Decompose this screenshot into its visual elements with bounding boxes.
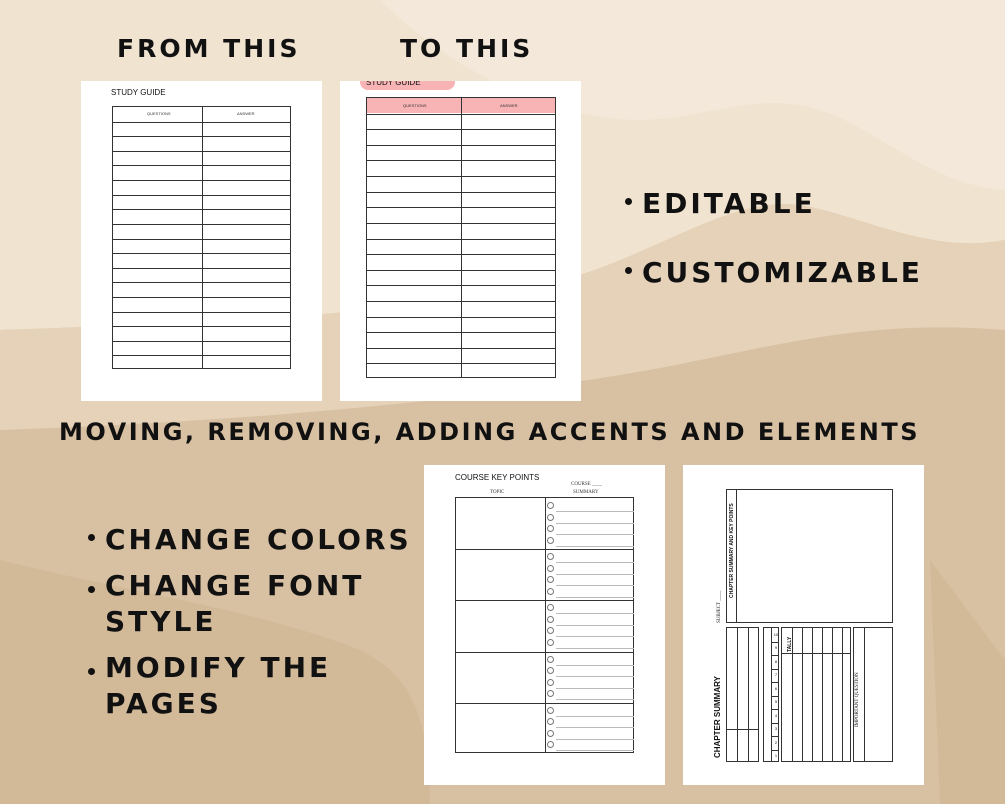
summary-line [556,716,634,717]
table-row-line [367,145,555,146]
table-row-line [113,312,290,313]
tally-column-line [842,628,843,761]
rating-divider [771,709,778,710]
checkbox-circle[interactable] [547,525,554,532]
summary-line [556,574,634,575]
table-row-line [113,165,290,166]
bullet-text: CUSTOMIZABLE [642,256,923,289]
checkbox-circle[interactable] [547,667,554,674]
table-row-line [367,363,555,364]
checkbox-circle[interactable] [547,690,554,697]
table-row-line [367,129,555,130]
table-row-line [113,151,290,152]
checkbox-circle[interactable] [547,639,554,646]
table-row-line [367,239,555,240]
rating-number: 5 [774,699,778,705]
table-row-line [367,223,555,224]
rating-divider [771,669,778,670]
table-row-line [113,253,290,254]
checkbox-circle[interactable] [547,553,554,560]
bullet-text: CHANGE FONT STYLE [105,569,365,638]
bullet-customizable [625,255,923,291]
table-row-line [113,341,290,342]
bullet-dot [88,668,95,675]
questions-header: QUESTIONS [403,103,427,108]
bullet-text: MODIFY THE PAGES [105,651,332,720]
summary-line [556,688,634,689]
middle-banner: MOVING, REMOVING, ADDING ACCENTS AND ELEMENTS [59,418,920,446]
page-title: COURSE KEY POINTS [455,473,540,482]
topic-block-divider [456,652,633,653]
rating-box [763,627,779,762]
bullet-dot [88,534,95,541]
rating-divider [771,642,778,643]
bullet-change-colors [88,522,412,558]
answer-header: ANSWER [237,111,255,116]
rating-divider [771,682,778,683]
bullet-dot [625,198,632,205]
tally-column-line [832,628,833,761]
tally-column-line [812,628,813,761]
rating-number: 10 [773,631,779,637]
topic-block-divider [456,703,633,704]
to-this-heading: TO THIS [400,34,534,63]
summary-line [556,613,634,614]
checkbox-circle[interactable] [547,707,554,714]
table-row-line [113,239,290,240]
rating-divider [771,655,778,656]
bullet-dot [625,267,632,274]
summary-line [556,625,634,626]
summary-line [556,585,634,586]
rating-divider [771,750,778,751]
table-row-line [113,136,290,137]
table-row-line [367,301,555,302]
rating-divider [771,736,778,737]
table-row-line [113,297,290,298]
checkbox-circle[interactable] [547,588,554,595]
table-row-line [113,326,290,327]
summary-line [556,523,634,524]
table-row-line [367,192,555,193]
table-row-line [113,282,290,283]
course-key-points-page [424,465,665,785]
checkbox-circle[interactable] [547,502,554,509]
table-row-line [113,195,290,196]
summary-line [556,739,634,740]
topic-block-divider [456,549,633,550]
table-row-line [367,317,555,318]
topic-block-divider [456,600,633,601]
checkbox-circle[interactable] [547,616,554,623]
important-question-label: IMPORTANT QUESTION [855,672,860,727]
rating-number: 3 [774,726,778,732]
study-guide-original-page [81,81,322,401]
table-row-line [113,268,290,269]
table-row-line [367,270,555,271]
summary-line [556,546,634,547]
table-row-line [367,114,555,115]
checkbox-circle[interactable] [547,576,554,583]
summary-line [556,534,634,535]
chapter-summary-page [683,465,924,785]
checkbox-circle[interactable] [547,537,554,544]
rating-number: 8 [774,658,778,664]
from-this-heading: FROM THIS [117,34,301,63]
bullet-dot [88,586,95,593]
table-row-line [113,122,290,123]
summary-line [556,636,634,637]
tally-column-line [802,628,803,761]
checkbox-circle[interactable] [547,514,554,521]
summary-line [556,597,634,598]
bullet-change-font-style [88,568,388,640]
rating-divider [771,723,778,724]
rating-number: 2 [774,739,778,745]
course-label: COURSE ____ [571,482,602,487]
summary-line [556,562,634,563]
checkbox-circle[interactable] [547,718,554,725]
subject-label: SUBJECT ____ [717,590,722,623]
rating-number: 1 [774,753,778,759]
checkbox-circle[interactable] [547,730,554,737]
table-row-line [113,209,290,210]
key-points-label: CHAPTER SUMMARY AND KEY POINTS [729,503,735,598]
table-row-line [367,254,555,255]
table-row-line [367,285,555,286]
bullet-editable [625,186,816,222]
bullet-modify-pages [88,650,348,722]
checkbox-circle[interactable] [547,565,554,572]
summary-header: SUMMARY [573,490,599,495]
tally-label: TALLY [787,636,793,652]
table-row-line [113,355,290,356]
summary-line [556,676,634,677]
rating-divider [771,696,778,697]
tally-column-line [822,628,823,761]
summary-line [556,665,634,666]
study-guide-table [112,106,291,369]
summary-line [556,750,634,751]
page-title: STUDY GUIDE [366,81,421,87]
table-row-line [113,224,290,225]
rating-number: 6 [774,685,778,691]
checkbox-circle[interactable] [547,679,554,686]
checkbox-circle[interactable] [547,656,554,663]
chapter-summary-title: CHAPTER SUMMARY [713,676,722,758]
table-row-line [367,207,555,208]
course-key-points-table [455,497,634,753]
rating-number: 4 [774,712,778,718]
checkbox-circle[interactable] [547,741,554,748]
book-info-box [726,627,759,762]
table-row-line [367,160,555,161]
checkbox-circle[interactable] [547,627,554,634]
page-title: STUDY GUIDE [111,88,166,97]
summary-line [556,699,634,700]
key-points-box [726,489,893,623]
summary-line [556,511,634,512]
topic-header: TOPIC [490,490,505,495]
rating-number: 7 [774,672,778,678]
summary-line [556,648,634,649]
table-row-line [367,332,555,333]
table-row-line [367,176,555,177]
study-guide-customized-page [340,81,581,401]
bullet-text: CHANGE COLORS [105,523,412,556]
answer-header: ANSWER [500,103,518,108]
study-guide-table [366,97,556,378]
checkbox-circle[interactable] [547,604,554,611]
table-row-line [367,348,555,349]
table-row-line [113,180,290,181]
rating-number: 9 [774,645,778,651]
questions-header: QUESTIONS [147,111,171,116]
summary-line [556,727,634,728]
bullet-text: EDITABLE [642,187,816,220]
